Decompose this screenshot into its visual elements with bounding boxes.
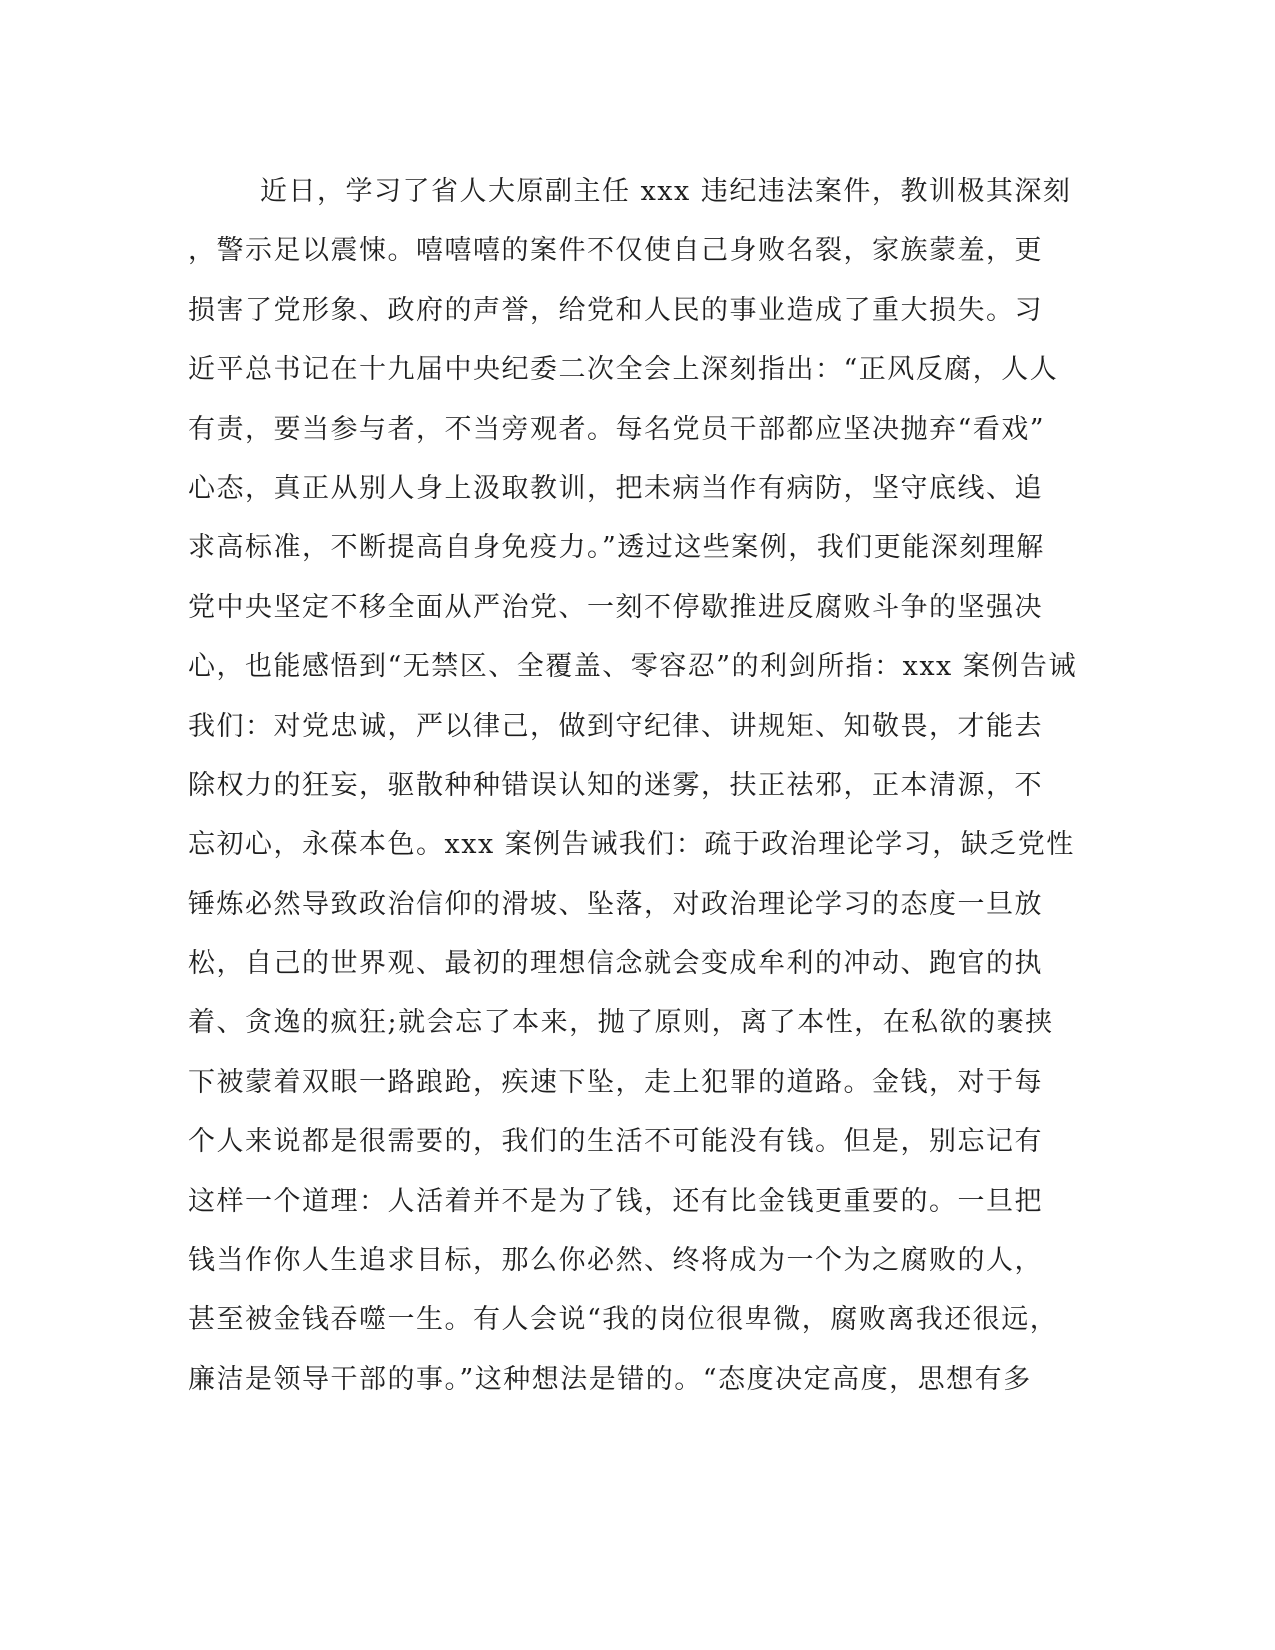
- paragraph-line: 求高标准，不断提高自身免疫力。”透过这些案例，我们更能深刻理解: [188, 532, 1045, 564]
- paragraph-line: 党中央坚定不移全面从严治党、一刻不停歇推进反腐败斗争的坚强决: [188, 591, 1043, 623]
- paragraph-line: 廉洁是领导干部的事。”这种想法是错的。“态度决定高度，思想有多: [188, 1363, 1032, 1395]
- paragraph-line: 有责，要当参与者，不当旁观者。每名党员干部都应坚决抛弃“看戏”: [188, 413, 1046, 445]
- paragraph-line: 松，自己的世界观、最初的理想信念就会变成牟利的冲动、跑官的执: [188, 948, 1043, 980]
- paragraph-line: 锤炼必然导致政治信仰的滑坡、坠落，对政治理论学习的态度一旦放: [188, 888, 1043, 920]
- paragraph-line: 甚至被金钱吞噬一生。有人会说“我的岗位很卑微，腐败离我还很远，: [188, 1304, 1059, 1336]
- body-paragraph: [188, 162, 1088, 1409]
- paragraph-line: 心，也能感悟到“无禁区、全覆盖、零容忍”的利剑所指：xxx 案例告诫: [188, 651, 1077, 683]
- paragraph-line: 我们：对党忠诚，严以律己，做到守纪律、讲规矩、知敬畏，才能去: [188, 710, 1043, 742]
- paragraph-line: 除权力的狂妄，驱散种种错误认知的迷雾，扶正祛邪，正本清源，不: [188, 769, 1043, 801]
- paragraph-line: 这样一个道理：人活着并不是为了钱，还有比金钱更重要的。一旦把: [188, 1185, 1043, 1217]
- paragraph-line: 下被蒙着双眼一路踉跄，疾速下坠，走上犯罪的道路。金钱，对于每: [188, 1066, 1043, 1098]
- paragraph-line: 着、贪逸的疯狂;就会忘了本来，抛了原则，离了本性，在私欲的裹挟: [188, 1007, 1054, 1039]
- paragraph-line: 损害了党形象、政府的声誉，给党和人民的事业造成了重大损失。习: [188, 294, 1043, 326]
- paragraph-line: 近平总书记在十九届中央纪委二次全会上深刻指出：“正风反腐，人人: [188, 354, 1059, 386]
- paragraph-line: ，警示足以震悚。嘻嘻嘻的案件不仅使自己身败名裂，家族蒙羞，更: [188, 235, 1043, 267]
- paragraph-line: 近日，学习了省人大原副主任 xxx 违纪违法案件，教训极其深刻: [260, 176, 1072, 207]
- paragraph-line: 心态，真正从别人身上汲取教训，把未病当作有病防，坚守底线、追: [188, 472, 1043, 504]
- paragraph-line: 忘初心，永葆本色。xxx 案例告诫我们：疏于政治理论学习，缺乏党性: [188, 829, 1075, 861]
- paragraph-line: 钱当作你人生追求目标，那么你必然、终将成为一个为之腐败的人，: [188, 1245, 1043, 1277]
- paragraph-line: 个人来说都是很需要的，我们的生活不可能没有钱。但是，别忘记有: [188, 1126, 1043, 1158]
